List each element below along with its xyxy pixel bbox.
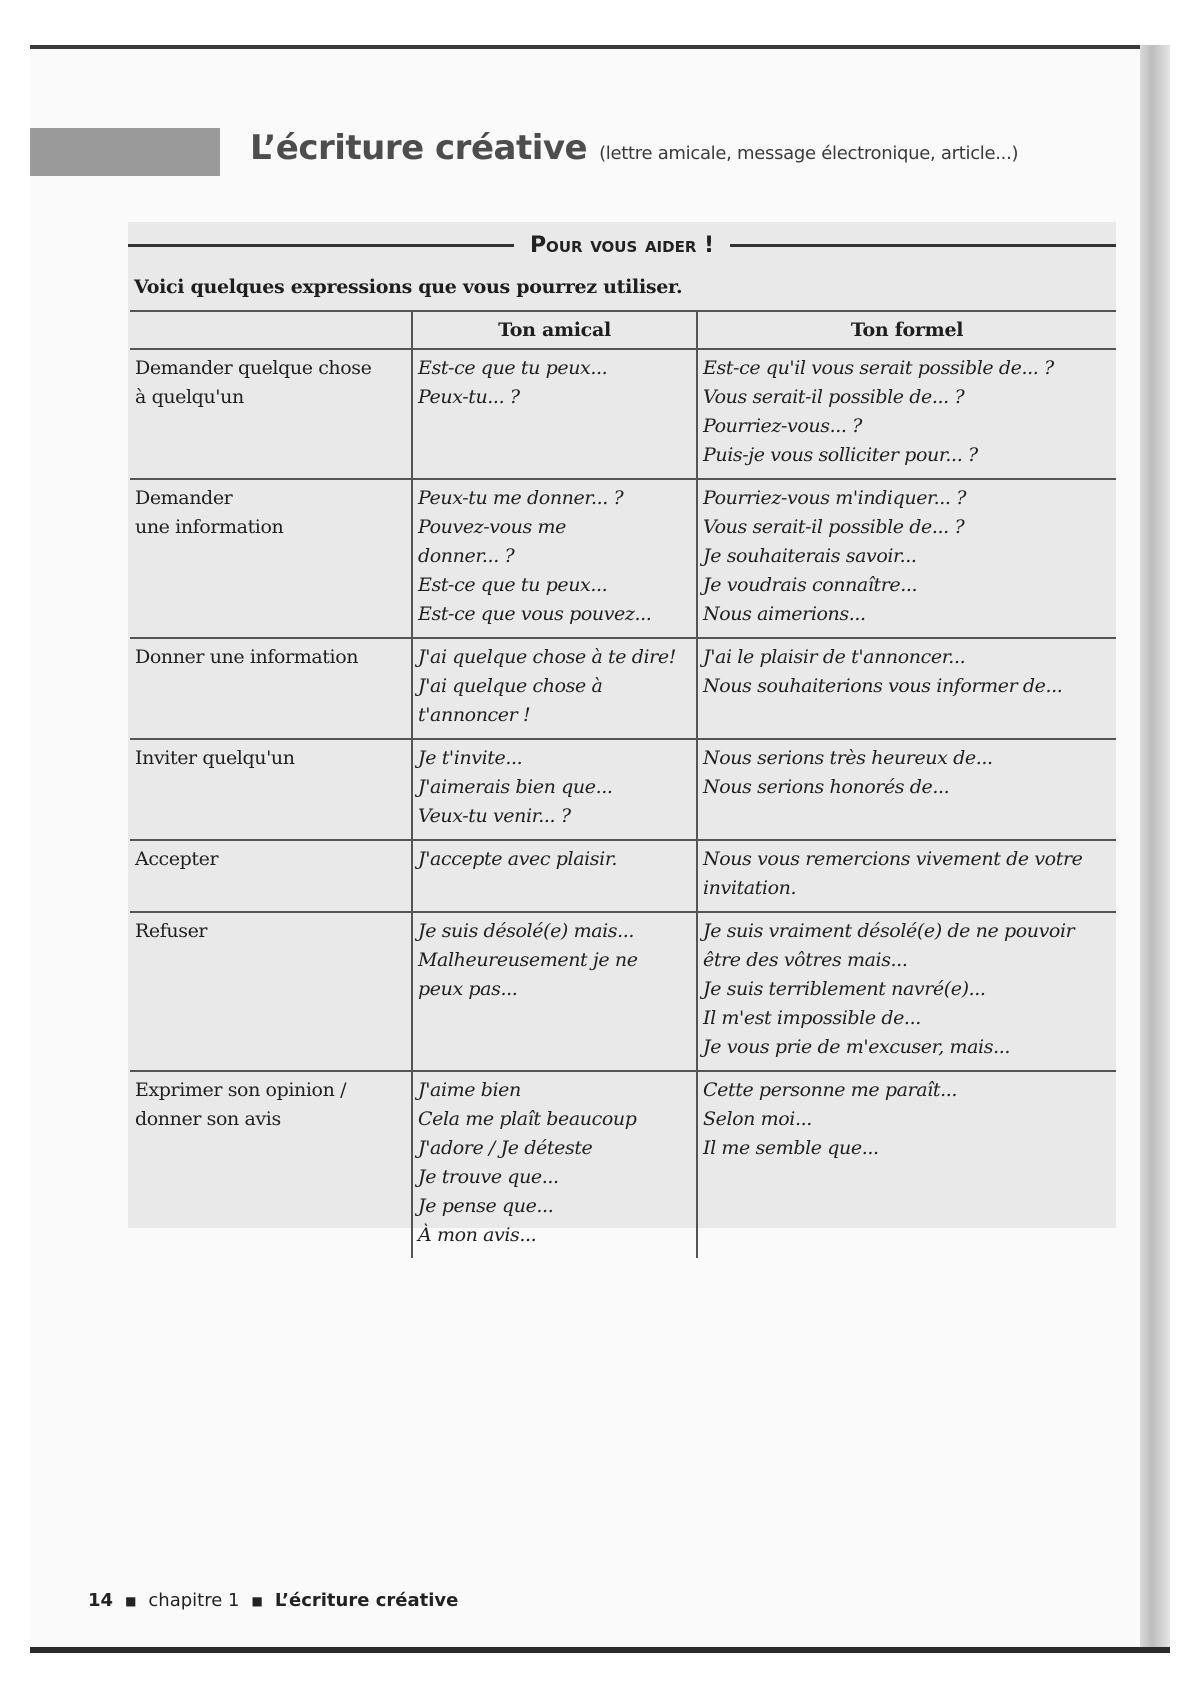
expression-line: t'annoncer ! bbox=[418, 704, 531, 726]
expression-line: J'accepte avec plaisir. bbox=[418, 848, 618, 870]
table-header-row bbox=[130, 311, 1116, 349]
formel-expressions bbox=[697, 479, 1116, 638]
expression-line: Exprimer son opinion / bbox=[135, 1079, 347, 1101]
expression-line: Est-ce que tu peux... bbox=[418, 357, 608, 379]
expression-line: Vous serait-il possible de... ? bbox=[703, 516, 965, 538]
expression-line: Nous serions honorés de... bbox=[703, 776, 950, 798]
amical-expressions bbox=[412, 739, 697, 840]
expression-line: Je souhaiterais savoir... bbox=[703, 545, 917, 567]
expression-line: J'aime bien bbox=[418, 1079, 521, 1101]
table-row bbox=[130, 739, 1116, 840]
table-row bbox=[130, 840, 1116, 912]
expression-line: Je suis désolé(e) mais... bbox=[418, 920, 635, 942]
footer-separator: ■ bbox=[125, 1593, 137, 1608]
column-header-empty bbox=[130, 311, 412, 349]
expression-line: Puis-je vous solliciter pour... ? bbox=[703, 444, 978, 466]
formel-expressions bbox=[697, 349, 1116, 479]
expression-line: Vous serait-il possible de... ? bbox=[703, 386, 965, 408]
expression-line: Cela me plaît beaucoup bbox=[418, 1108, 637, 1130]
expression-line: peux pas... bbox=[418, 978, 518, 1000]
expression-line: Pouvez-vous me bbox=[418, 516, 566, 538]
expression-line: Selon moi... bbox=[703, 1108, 812, 1130]
expression-line: J'ai quelque chose à te dire! bbox=[418, 646, 676, 668]
row-label bbox=[130, 739, 412, 840]
expression-line: Malheureusement je ne bbox=[418, 949, 638, 971]
expression-line: invitation. bbox=[703, 877, 797, 899]
formel-expressions bbox=[697, 1071, 1116, 1258]
table-row bbox=[130, 349, 1116, 479]
amical-expressions bbox=[412, 349, 697, 479]
expression-line: Je trouve que... bbox=[418, 1166, 559, 1188]
expression-line: Peux-tu me donner... ? bbox=[418, 487, 624, 509]
expression-line: Refuser bbox=[135, 920, 208, 942]
helper-heading bbox=[128, 230, 1116, 260]
row-label bbox=[130, 1071, 412, 1258]
expression-line: Il m'est impossible de... bbox=[703, 1007, 921, 1029]
expression-line: Veux-tu venir... ? bbox=[418, 805, 571, 827]
expression-line: J'ai le plaisir de t'annoncer... bbox=[703, 646, 966, 668]
expression-line: Est-ce qu'il vous serait possible de... ? bbox=[703, 357, 1054, 379]
expression-line: Donner une information bbox=[135, 646, 359, 668]
title-main: L’écriture créative bbox=[250, 128, 588, 168]
expression-line: Je suis terriblement navré(e)... bbox=[703, 978, 986, 1000]
title-accent-bar bbox=[30, 128, 220, 176]
expression-line: Pourriez-vous m'indiquer... ? bbox=[703, 487, 966, 509]
expression-line: J'aimerais bien que... bbox=[418, 776, 613, 798]
expression-line: Peux-tu... ? bbox=[418, 386, 520, 408]
footer-separator: ■ bbox=[251, 1593, 263, 1608]
amical-expressions bbox=[412, 912, 697, 1071]
footer-chapter: chapitre 1 bbox=[148, 1590, 240, 1611]
page-footer bbox=[88, 1590, 458, 1611]
formel-expressions bbox=[697, 912, 1116, 1071]
expression-line: Pourriez-vous... ? bbox=[703, 415, 862, 437]
expression-line: Je t'invite... bbox=[418, 747, 523, 769]
helper-intro: Voici quelques expressions que vous pourrez utiliser. bbox=[134, 276, 683, 298]
section-title bbox=[250, 128, 1018, 178]
title-subtitle: (lettre amicale, message électronique, article...) bbox=[599, 143, 1019, 164]
expression-line: Nous souhaiterions vous informer de... bbox=[703, 675, 1063, 697]
helper-heading-text: Pour vous aider ! bbox=[529, 232, 715, 258]
heading-rule-right bbox=[730, 244, 1116, 247]
expression-line: À mon avis... bbox=[418, 1224, 537, 1246]
amical-expressions bbox=[412, 638, 697, 739]
footer-section: L’écriture créative bbox=[274, 1590, 459, 1611]
table-row bbox=[130, 1071, 1116, 1258]
expression-line: Je suis vraiment désolé(e) de ne pouvoir bbox=[703, 920, 1075, 942]
row-label bbox=[130, 912, 412, 1071]
row-label bbox=[130, 479, 412, 638]
expressions-table bbox=[130, 310, 1116, 1258]
expression-line: Accepter bbox=[135, 848, 219, 870]
expression-line: Demander quelque chose bbox=[135, 357, 372, 379]
page-bottom-edge bbox=[30, 1647, 1170, 1653]
row-label bbox=[130, 638, 412, 739]
expression-line: J'ai quelque chose à bbox=[418, 675, 603, 697]
expression-line: donner son avis bbox=[135, 1108, 281, 1130]
expression-line: Est-ce que vous pouvez... bbox=[418, 603, 652, 625]
formel-expressions bbox=[697, 638, 1116, 739]
expression-line: Nous vous remercions vivement de votre bbox=[703, 848, 1083, 870]
formel-expressions bbox=[697, 739, 1116, 840]
expression-line: Demander bbox=[135, 487, 233, 509]
expression-line: à quelqu'un bbox=[135, 386, 244, 408]
row-label bbox=[130, 840, 412, 912]
expression-line: Nous serions très heureux de... bbox=[703, 747, 993, 769]
page-edge bbox=[1140, 45, 1170, 1650]
expression-line: être des vôtres mais... bbox=[703, 949, 908, 971]
column-header-amical: Ton amical bbox=[412, 311, 697, 349]
expression-line: Je voudrais connaître... bbox=[703, 574, 918, 596]
table-row bbox=[130, 912, 1116, 1071]
row-label bbox=[130, 349, 412, 479]
expression-line: J'adore / Je déteste bbox=[418, 1137, 593, 1159]
amical-expressions bbox=[412, 1071, 697, 1258]
expression-line: Je vous prie de m'excuser, mais... bbox=[703, 1036, 1010, 1058]
expression-line: Inviter quelqu'un bbox=[135, 747, 295, 769]
formel-expressions bbox=[697, 840, 1116, 912]
expression-line: donner... ? bbox=[418, 545, 515, 567]
expression-line: Il me semble que... bbox=[703, 1137, 879, 1159]
table-row bbox=[130, 638, 1116, 739]
page-number: 14 bbox=[88, 1590, 114, 1611]
expression-line: Est-ce que tu peux... bbox=[418, 574, 608, 596]
heading-rule-left bbox=[128, 244, 514, 247]
column-header-formel: Ton formel bbox=[697, 311, 1116, 349]
expression-line: Cette personne me paraît... bbox=[703, 1079, 958, 1101]
expression-line: Nous aimerions... bbox=[703, 603, 866, 625]
expression-line: une information bbox=[135, 516, 284, 538]
table-row bbox=[130, 479, 1116, 638]
expression-line: Je pense que... bbox=[418, 1195, 554, 1217]
amical-expressions bbox=[412, 479, 697, 638]
amical-expressions bbox=[412, 840, 697, 912]
